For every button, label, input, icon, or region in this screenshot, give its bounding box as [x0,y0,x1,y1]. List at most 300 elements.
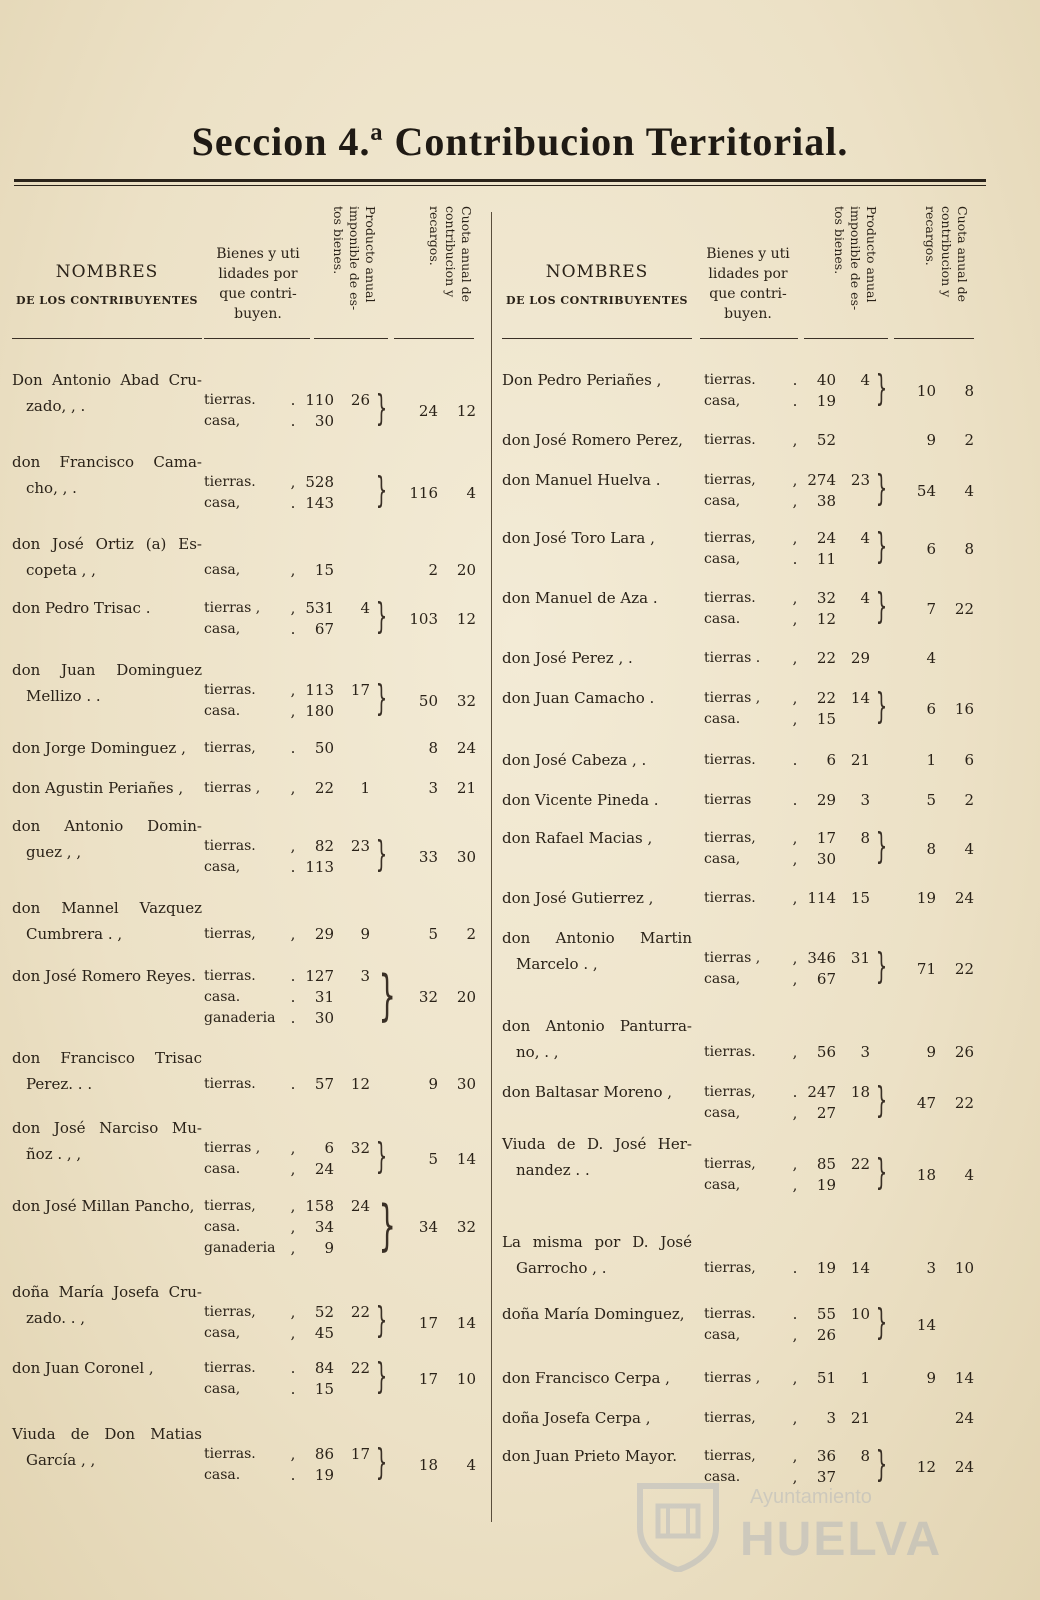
cuota-fraction: 24 [456,739,476,757]
product-amount: 32 [816,589,836,607]
coat-of-arms-icon [630,1476,726,1572]
separator-mark: , [792,1369,798,1387]
asset-type: tierras , [704,950,761,966]
product-fraction [836,1325,870,1345]
product-amount: 30 [816,850,836,868]
header-underline [804,338,888,339]
cuota-amount: 5 [428,1149,438,1168]
separator-mark: , [792,1326,798,1344]
product-fraction [336,1238,370,1258]
cuota-amount: 9 [428,1075,438,1093]
contributor-name: don José Romero Reyes. [12,967,196,985]
product-amount: 346 [807,949,836,967]
asset-type: casa, [204,562,241,578]
cuota-amount: 10 [916,381,936,400]
product-fraction: 17 [350,681,370,699]
product-amount: 3 [826,1409,836,1427]
product-amount: 57 [314,1075,334,1093]
contributor-name: don José Millan Pancho, [12,1197,195,1215]
product-amount: 22 [816,689,836,707]
cuota-fraction [940,648,974,668]
cuota-fraction: 14 [954,1369,974,1387]
product-amount: 85 [816,1155,836,1173]
cuota-amount: 2 [428,561,438,579]
product-amount: 24 [314,1160,334,1178]
cuota-fraction: 4 [466,1455,476,1474]
contributor-name: don Francisco Cerpa , [502,1369,670,1387]
asset-type: casa, [704,971,741,987]
separator-mark: , [792,1409,798,1427]
contributor-name: don Rafael Macias , [502,829,653,847]
cuota-amount: 50 [418,691,438,710]
contributor-name: Perez. . . [26,1075,93,1093]
separator-mark: . [290,1380,296,1398]
contributor-name: don Jorge Dominguez , [12,739,186,757]
cuota-amount: 12 [916,1457,936,1476]
cuota-fraction: 32 [456,691,476,710]
contributor-name: zado. . , [26,1309,86,1327]
product-fraction [336,1465,370,1485]
asset-type: tierras, [204,1304,256,1320]
product-fraction [836,1175,870,1195]
separator-mark: . [792,751,798,769]
product-fraction: 4 [860,529,870,547]
product-amount: 17 [816,829,836,847]
product-fraction: 26 [350,391,370,409]
cuota-fraction: 2 [466,925,476,943]
asset-type: casa. [204,1467,241,1483]
contributor-name: don Juan Coronel , [12,1359,154,1377]
contributor-name: zado, , . [26,397,86,415]
product-amount: 55 [816,1305,836,1323]
header-nombres-label: NOMBRES [545,262,649,282]
cuota-amount: 19 [916,889,936,907]
separator-mark: , [792,949,798,967]
product-fraction [336,738,370,758]
product-amount: 31 [314,988,334,1006]
product-amount: 143 [305,494,334,512]
separator-mark: . [290,494,296,512]
brace-mark: } [375,470,388,511]
brace-mark: } [875,1152,888,1193]
cuota-amount: 3 [926,1259,936,1277]
contributor-name: don José Gutierrez , [502,889,654,907]
separator-mark: , [290,702,296,720]
separator-mark: . [792,791,798,809]
brace-mark: } [875,1302,888,1343]
product-fraction: 21 [850,751,870,769]
cuota-amount: 54 [916,481,936,500]
cuota-fraction: 14 [456,1149,476,1168]
product-fraction: 9 [360,925,370,943]
asset-type: casa. [204,703,241,719]
watermark [620,1468,1040,1578]
header-underline [502,338,692,339]
product-amount: 51 [816,1369,836,1387]
contributor-name: don Manuel Huelva . [502,471,661,489]
separator-mark: , [792,970,798,988]
cuota-amount: 9 [926,1043,936,1061]
contributor-name: Marcelo . , [516,955,598,973]
contributor-name: don José Narciso Mu- [12,1119,202,1137]
header-bienes: Bienes y uti lidades por que contri- buyen. [706,246,790,322]
cuota-fraction: 24 [954,1457,974,1476]
separator-mark: , [290,1218,296,1236]
product-amount: 82 [314,837,334,855]
contributor-name: Don Pedro Periañes , [502,371,662,389]
asset-type: tierras, [704,1156,756,1172]
cuota-amount: 6 [926,539,936,558]
product-fraction: 21 [850,1409,870,1427]
asset-type: tierras, [704,530,756,546]
product-amount: 274 [807,471,836,489]
cuota-fraction: 4 [964,481,974,500]
product-fraction [336,560,370,580]
separator-mark: , [290,1303,296,1321]
product-amount: 19 [816,1259,836,1277]
contributor-name: don Manuel de Aza . [502,589,658,607]
asset-type: casa, [204,1381,241,1397]
product-amount: 38 [816,492,836,510]
contributor-name: don José Cabeza , . [502,751,647,769]
asset-type: tierras , [204,1140,261,1156]
brace-mark: } [875,826,888,867]
contributor-name: Don Antonio Abad Cru- [12,371,202,389]
product-fraction: 3 [360,967,370,985]
cuota-amount [902,1408,936,1428]
cuota-fraction: 22 [954,959,974,978]
brace-mark: } [875,1444,888,1485]
brace-mark: } [375,596,388,637]
contributor-name: don Pedro Trisac . [12,599,151,617]
asset-type: tierras. [704,590,756,606]
separator-mark: , [290,1197,296,1215]
asset-type: casa. [204,1219,241,1235]
product-fraction: 22 [350,1359,370,1377]
contributor-name: doña María Josefa Cru- [12,1283,202,1301]
cuota-fraction: 8 [964,539,974,558]
separator-mark: , [290,599,296,617]
product-fraction: 18 [850,1083,870,1101]
asset-type: tierras. [204,1360,256,1376]
product-fraction: 12 [350,1075,370,1093]
column-divider [491,212,492,1522]
separator-mark: . [792,392,798,410]
cuota-amount: 18 [418,1455,438,1474]
product-amount: 27 [816,1104,836,1122]
cuota-fraction: 30 [456,847,476,866]
asset-type: tierras, [704,1084,756,1100]
asset-type: ganaderia [204,1240,276,1256]
asset-type: tierras. [204,392,256,408]
product-amount: 37 [816,1468,836,1486]
separator-mark: , [792,889,798,907]
product-amount: 24 [816,529,836,547]
brace-mark: } [375,678,388,719]
product-fraction [336,619,370,639]
cuota-fraction: 24 [954,889,974,907]
asset-type: casa. [704,611,741,627]
product-fraction: 17 [350,1445,370,1463]
product-amount: 12 [816,610,836,628]
cuota-amount: 14 [916,1315,936,1334]
separator-mark: , [792,850,798,868]
separator-mark: , [290,1160,296,1178]
header-nombres [12,262,202,307]
product-amount: 11 [816,550,836,568]
product-fraction: 24 [350,1197,370,1215]
product-fraction [836,849,870,869]
separator-mark: . [290,1466,296,1484]
product-amount: 6 [324,1139,334,1157]
contributor-name: don Juan Dominguez [12,661,202,679]
cuota-amount: 8 [926,839,936,858]
cuota-fraction: 14 [456,1313,476,1332]
title-rule-thin [14,185,986,186]
asset-type: casa. [204,989,241,1005]
cuota-amount: 5 [926,791,936,809]
separator-mark: , [792,589,798,607]
watermark-line1: Ayuntamiento [750,1486,872,1508]
header-nombres [502,262,692,307]
product-amount: 6 [826,751,836,769]
product-fraction: 22 [350,1303,370,1321]
product-fraction: 4 [860,589,870,607]
product-fraction: 1 [360,779,370,797]
cuota-amount: 33 [418,847,438,866]
product-fraction [836,391,870,411]
brace-mark: } [875,468,888,509]
contributor-name: ñoz . , , [26,1145,82,1163]
product-amount: 110 [305,391,334,409]
product-fraction [336,411,370,431]
header-cuota: Cuota anual de contribucion y recargos. [923,206,970,302]
separator-mark: . [290,967,296,985]
product-fraction [336,1379,370,1399]
asset-type: casa, [204,495,241,511]
cuota-fraction: 12 [456,401,476,420]
contributor-name: don Francisco Cama- [12,453,202,471]
separator-mark: , [792,492,798,510]
cuota-fraction: 22 [954,599,974,618]
contributor-name: doña Josefa Cerpa , [502,1409,651,1427]
asset-type: tierras. [204,474,256,490]
product-amount: 30 [314,1009,334,1027]
product-amount: 531 [305,599,334,617]
product-amount: 19 [816,1176,836,1194]
cuota-amount: 6 [926,699,936,718]
product-amount: 67 [816,970,836,988]
product-amount: 34 [314,1218,334,1236]
brace-mark: } [875,526,888,567]
cuota-fraction: 30 [456,1075,476,1093]
asset-type: tierras , [704,1370,761,1386]
product-amount: 29 [816,791,836,809]
separator-mark: . [290,1075,296,1093]
separator-mark: . [792,1083,798,1101]
asset-type: tierras , [704,690,761,706]
separator-mark: , [290,1324,296,1342]
product-amount: 113 [305,858,334,876]
contributor-name: don José Romero Perez, [502,431,683,449]
cuota-fraction: 24 [954,1409,974,1427]
cuota-amount: 5 [428,925,438,943]
cuota-amount: 18 [916,1165,936,1184]
page-title: Seccion 4.ª Contribucion Territorial. [191,119,849,164]
product-amount: 180 [305,702,334,720]
asset-type: casa, [204,859,241,875]
product-fraction [836,549,870,569]
product-amount: 19 [314,1466,334,1484]
cuota-fraction: 2 [964,791,974,809]
separator-mark: , [290,681,296,699]
asset-type: tierras. [204,838,256,854]
product-amount: 22 [816,649,836,667]
product-fraction [836,491,870,511]
product-amount: 84 [314,1359,334,1377]
separator-mark: , [792,1468,798,1486]
separator-mark: , [792,1104,798,1122]
brace-mark: } [875,586,888,627]
product-amount: 52 [816,431,836,449]
left-column [12,200,476,1484]
header-underline [12,338,202,339]
contributor-name: don Baltasar Moreno , [502,1083,673,1101]
product-amount: 50 [314,739,334,757]
product-fraction: 15 [850,889,870,907]
header-de-los-label: DE LOS CONTRIBUYENTES [506,294,688,307]
contributor-name: don Antonio Panturra- [502,1017,692,1035]
product-fraction [836,709,870,729]
contributor-name: don Vicente Pineda . [502,791,659,809]
cuota-amount: 24 [418,401,438,420]
product-fraction: 14 [850,689,870,707]
separator-mark: , [290,1139,296,1157]
cuota-fraction: 6 [964,751,974,769]
asset-type: casa, [204,413,241,429]
title-rule [14,179,986,182]
separator-mark: , [792,710,798,728]
product-fraction: 8 [860,1447,870,1465]
separator-mark: , [290,561,296,579]
separator-mark: , [290,1445,296,1463]
contributor-name: nandez . . [516,1161,590,1179]
contributor-name: don Agustin Periañes , [12,779,184,797]
separator-mark: , [792,829,798,847]
separator-mark: , [792,431,798,449]
cuota-amount: 17 [418,1369,438,1388]
contributor-name: don Francisco Trisac [12,1049,202,1067]
cuota-fraction: 10 [456,1369,476,1388]
asset-type: tierras. [704,432,756,448]
product-fraction: 3 [860,1043,870,1061]
contributor-name: don José Toro Lara , [502,529,655,547]
product-fraction: 1 [860,1369,870,1387]
cuota-fraction: 12 [456,609,476,628]
asset-type: tierras. [204,1076,256,1092]
asset-type: tierras . [704,650,761,666]
header-nombres-label: NOMBRES [55,262,159,282]
asset-type: casa, [204,1325,241,1341]
asset-type: tierras [704,792,752,808]
contributor-name: don José Perez , . [502,649,633,667]
product-amount: 26 [816,1326,836,1344]
product-fraction [336,1008,370,1028]
product-fraction [336,987,370,1007]
separator-mark: . [290,412,296,430]
separator-mark: . [290,858,296,876]
header-underline [700,338,798,339]
separator-mark: . [792,371,798,389]
contributor-name: don Mannel Vazquez [12,899,202,917]
asset-type: tierras, [204,926,256,942]
separator-mark: , [290,1239,296,1257]
asset-type: tierras, [204,1198,256,1214]
product-fraction: 10 [850,1305,870,1323]
product-amount: 127 [305,967,334,985]
product-fraction: 22 [850,1155,870,1173]
asset-type: casa, [704,1105,741,1121]
product-amount: 9 [324,1239,334,1257]
asset-type: casa. [204,1161,241,1177]
separator-mark: , [792,471,798,489]
asset-type: casa, [204,621,241,637]
product-fraction [836,609,870,629]
brace-mark: } [375,1442,388,1483]
brace-mark: } [375,834,388,875]
product-fraction [336,857,370,877]
brace-mark: } [378,1194,396,1257]
product-fraction: 8 [860,829,870,847]
header-cuota: Cuota anual de contribucion y recargos. [427,206,474,302]
brace-mark: } [875,946,888,987]
brace-mark: } [375,1356,388,1397]
asset-type: tierras. [704,752,756,768]
product-amount: 56 [816,1043,836,1061]
product-fraction: 23 [350,837,370,855]
separator-mark: . [792,550,798,568]
header-underline [314,338,388,339]
cuota-fraction: 32 [456,1218,476,1236]
separator-mark: , [792,689,798,707]
cuota-fraction: 26 [954,1043,974,1061]
header-bienes: Bienes y uti lidades por que contri- buyen. [216,246,300,322]
product-fraction [336,493,370,513]
cuota-fraction: 4 [964,1165,974,1184]
separator-mark: , [792,1176,798,1194]
product-fraction [336,1323,370,1343]
product-amount: 15 [314,561,334,579]
cuota-fraction: 2 [964,431,974,449]
contributor-name: García , , [26,1451,96,1469]
asset-type: tierras. [204,1446,256,1462]
contributor-name: don Antonio Martin [502,929,692,947]
product-fraction [336,701,370,721]
asset-type: tierras, [704,1410,756,1426]
separator-mark: . [792,1305,798,1323]
header-underline [394,338,474,339]
watermark-line2: HUELVA [740,1513,943,1566]
product-amount: 52 [314,1303,334,1321]
separator-mark: , [792,529,798,547]
product-amount: 40 [816,371,836,389]
product-amount: 113 [305,681,334,699]
contributor-name: don José Ortiz (a) Es- [12,535,202,553]
brace-mark: } [375,1300,388,1341]
cuota-amount: 17 [418,1313,438,1332]
product-amount: 247 [807,1083,836,1101]
cuota-fraction: 20 [456,561,476,579]
